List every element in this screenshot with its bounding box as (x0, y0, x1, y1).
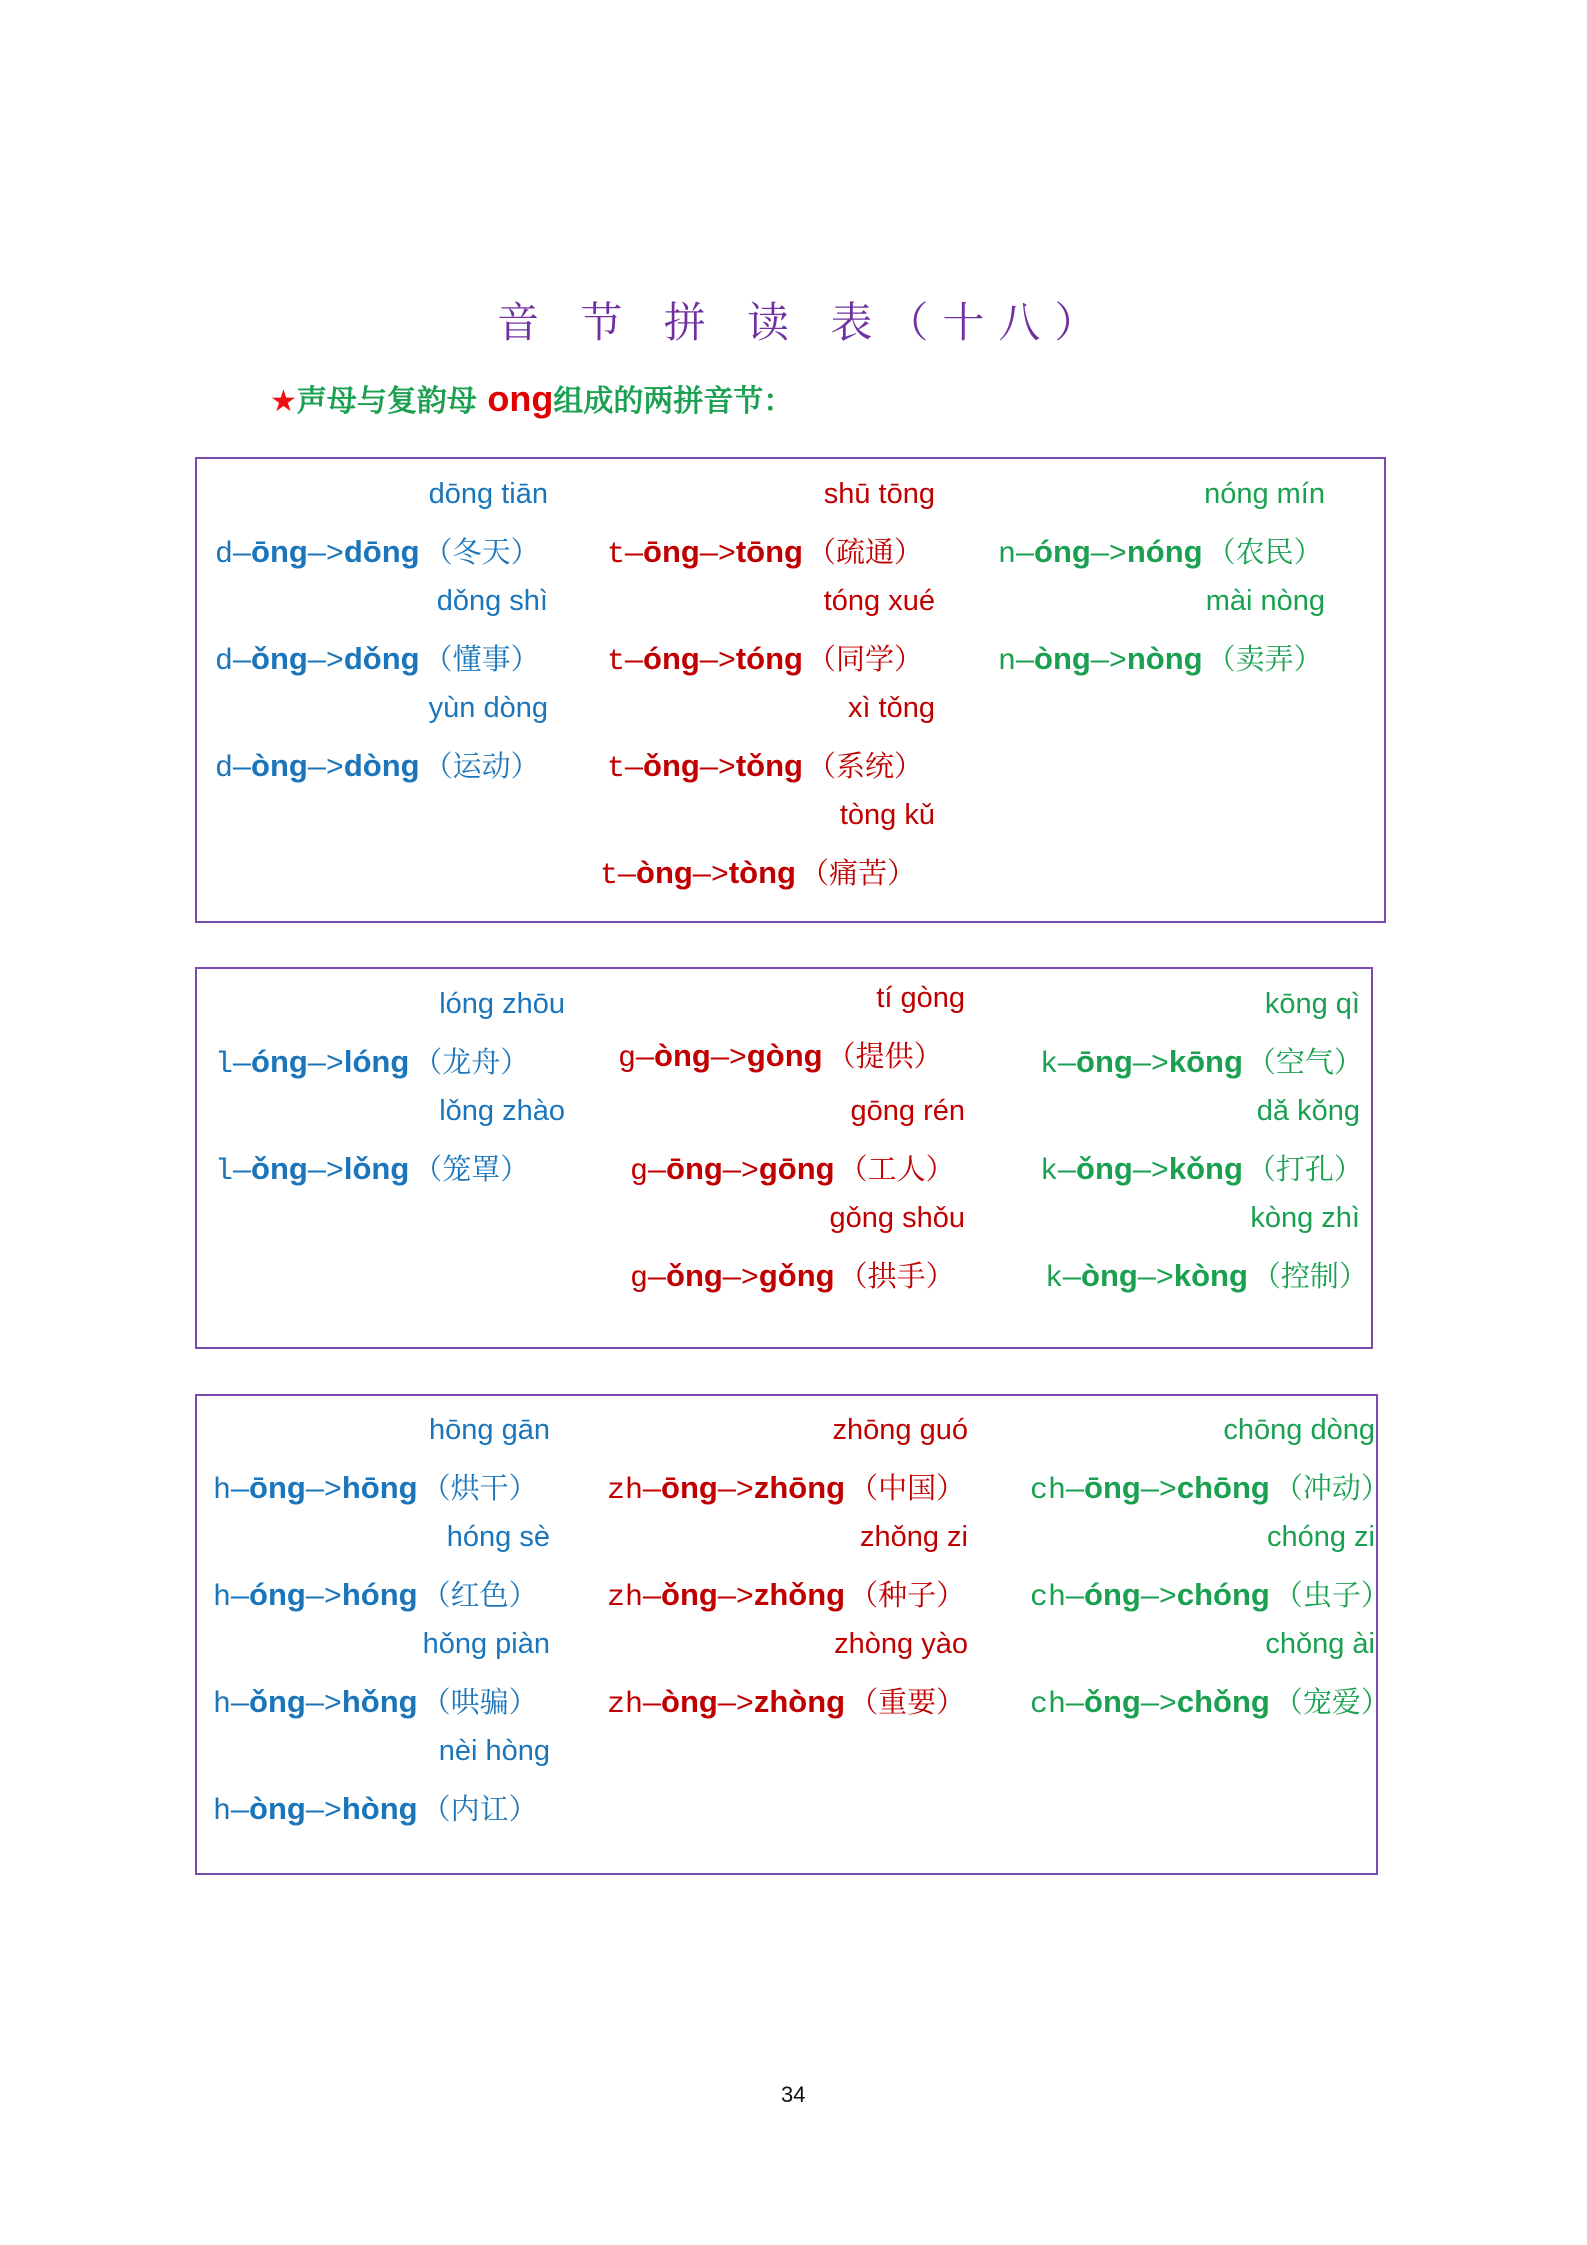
dash: — (233, 1155, 252, 1189)
final-ong: ōng (1076, 1044, 1133, 1079)
initial-letter: d (215, 538, 234, 572)
final-ong: òng (1081, 1258, 1138, 1293)
pinyin-reading: chōng dòng (1223, 1414, 1375, 1446)
chinese-word: （红色） (421, 1578, 538, 1612)
pinyin-reading: lǒng zhào (439, 1095, 565, 1127)
initial-letter: g (630, 1262, 649, 1296)
initial-letter: ch (1030, 1474, 1067, 1508)
syllable: hōng (341, 1470, 418, 1505)
dash: — (648, 1262, 667, 1296)
syllable: chōng (1176, 1470, 1270, 1505)
initial-letter: h (213, 1474, 232, 1508)
pinyin-reading: nóng mín (1204, 478, 1325, 510)
pinyin-reading: dǎ kǒng (1256, 1095, 1360, 1127)
spelling-row (1030, 1680, 1390, 1722)
spelling-row (213, 1680, 538, 1722)
section-heading (270, 376, 793, 420)
final-ong: ǒng (1076, 1151, 1133, 1186)
chinese-word: （宠爱） (1273, 1685, 1390, 1719)
dash: — (233, 538, 252, 572)
dash: — (233, 645, 252, 679)
arrow: —> (1132, 1048, 1169, 1082)
initial-letter: h (213, 1795, 232, 1829)
page-title: 音 节 拼 读 表（十八） (497, 298, 1111, 347)
chinese-word: （中国） (849, 1471, 966, 1505)
chinese-word: （疏通） (807, 535, 924, 569)
heading-suffix: 组成的两拼音节： (553, 384, 794, 419)
dash: — (648, 1155, 667, 1189)
chinese-word: （提供） (826, 1039, 943, 1073)
chinese-word: （内讧） (421, 1792, 538, 1826)
spelling-row (1030, 1466, 1390, 1508)
arrow: —> (305, 1688, 342, 1722)
final-ong: òng (636, 855, 693, 890)
arrow: —> (305, 1795, 342, 1829)
syllable: tōng (735, 534, 803, 569)
initial-letter: h (213, 1688, 232, 1722)
initial-letter: k (1045, 1262, 1064, 1296)
final-ong: óng (249, 1577, 306, 1612)
final-ong: ǒng (251, 641, 308, 676)
pinyin-reading: mài nòng (1205, 585, 1325, 617)
final-ong: ōng (643, 534, 700, 569)
syllable: hóng (341, 1577, 418, 1612)
arrow: —> (717, 1688, 754, 1722)
pinyin-reading: hóng sè (446, 1521, 550, 1553)
initial-letter: d (215, 645, 234, 679)
syllable: chǒng (1176, 1684, 1270, 1719)
pinyin-reading: tòng kǔ (839, 799, 935, 831)
spelling-row (630, 1147, 955, 1189)
syllable: zhǒng (753, 1577, 846, 1612)
syllable: zhōng (753, 1470, 846, 1505)
chinese-word: （龙舟） (413, 1045, 530, 1079)
dash: — (643, 1581, 662, 1615)
spelling-row (618, 1034, 943, 1076)
spelling-row (600, 851, 916, 893)
arrow: —> (305, 1474, 342, 1508)
final-ong: ōng (1084, 1470, 1141, 1505)
chinese-word: （冬天） (423, 535, 540, 569)
dash: — (231, 1474, 250, 1508)
pinyin-reading: zhōng guó (832, 1414, 968, 1446)
syllable: lóng (343, 1044, 410, 1079)
chinese-word: （空气） (1246, 1045, 1363, 1079)
final-ong: òng (654, 1038, 711, 1073)
chinese-word: （卖弄） (1206, 642, 1323, 676)
spelling-row (998, 637, 1323, 679)
arrow: —> (305, 1581, 342, 1615)
pinyin-reading: zhòng yào (834, 1628, 968, 1660)
chinese-word: （系统） (807, 749, 924, 783)
chinese-word: （冲动） (1273, 1471, 1390, 1505)
dash: — (625, 538, 644, 572)
arrow: —> (1137, 1262, 1174, 1296)
arrow: —> (692, 859, 729, 893)
syllable: kòng (1173, 1258, 1248, 1293)
spelling-row (213, 1466, 538, 1508)
initial-letter: n (998, 645, 1017, 679)
arrow: —> (1132, 1155, 1169, 1189)
pinyin-reading: dōng tiān (428, 478, 548, 510)
syllable: zhòng (753, 1684, 846, 1719)
arrow: —> (722, 1262, 759, 1296)
dash: — (625, 645, 644, 679)
spelling-row (215, 530, 540, 572)
initial-letter: g (630, 1155, 649, 1189)
syllable: dōng (343, 534, 420, 569)
pinyin-reading: hǒng piàn (422, 1628, 550, 1660)
chinese-word: （同学） (807, 642, 924, 676)
dash: — (1066, 1688, 1085, 1722)
dash: — (233, 1048, 252, 1082)
spelling-row (215, 1040, 529, 1082)
initial-letter: n (998, 538, 1017, 572)
final-ong: ǒng (666, 1258, 723, 1293)
arrow: —> (307, 645, 344, 679)
arrow: —> (1140, 1688, 1177, 1722)
dash: — (1016, 538, 1035, 572)
initial-letter: l (215, 1155, 234, 1189)
dash: — (1063, 1262, 1082, 1296)
initial-letter: t (607, 752, 626, 786)
pinyin-reading: chóng zi (1266, 1521, 1375, 1553)
spelling-row (213, 1787, 538, 1829)
spelling-row (607, 744, 923, 786)
final-ong: ǒng (643, 748, 700, 783)
spelling-row (1040, 1147, 1363, 1189)
initial-letter: t (607, 645, 626, 679)
final-ong: ōng (661, 1470, 718, 1505)
chinese-word: （痛苦） (800, 856, 917, 890)
heading-prefix: 声母与复韵母 (296, 384, 488, 419)
pinyin-reading: dǒng shì (436, 585, 548, 617)
chinese-word: （控制） (1251, 1259, 1368, 1293)
initial-letter: d (215, 752, 234, 786)
final-ong: ōng (666, 1151, 723, 1186)
syllable: lǒng (343, 1151, 410, 1186)
pinyin-reading: tóng xué (823, 585, 935, 617)
spelling-row (1030, 1573, 1390, 1615)
final-ong: ǒng (249, 1684, 306, 1719)
dash: — (231, 1581, 250, 1615)
syllable: dòng (343, 748, 420, 783)
chinese-word: （运动） (423, 749, 540, 783)
final-ong: òng (249, 1791, 306, 1826)
initial-letter: ch (1030, 1581, 1067, 1615)
initial-letter: k (1040, 1048, 1059, 1082)
arrow: —> (699, 538, 736, 572)
chinese-word: （农民） (1206, 535, 1323, 569)
dash: — (1058, 1155, 1077, 1189)
dash: — (625, 752, 644, 786)
spelling-row (630, 1254, 955, 1296)
final-ong: ōng (251, 534, 308, 569)
spelling-row (607, 1466, 965, 1508)
syllable: tǒng (735, 748, 803, 783)
dash: — (231, 1688, 250, 1722)
final-ong: òng (661, 1684, 718, 1719)
chinese-word: （懂事） (423, 642, 540, 676)
syllable: dǒng (343, 641, 420, 676)
page-number: 34 (781, 2082, 806, 2107)
syllable: gòng (746, 1038, 823, 1073)
pinyin-reading: xì tǒng (847, 692, 935, 724)
final-ong: óng (643, 641, 700, 676)
chinese-word: （哄骗） (421, 1685, 538, 1719)
arrow: —> (1090, 538, 1127, 572)
dash: — (636, 1042, 655, 1076)
syllable: gōng (758, 1151, 835, 1186)
spelling-row (215, 1147, 529, 1189)
pinyin-reading: gǒng shǒu (829, 1202, 965, 1234)
final-ong: óng (1034, 534, 1091, 569)
pinyin-reading: chǒng ài (1265, 1628, 1375, 1660)
arrow: —> (1090, 645, 1127, 679)
dash: — (231, 1795, 250, 1829)
arrow: —> (1140, 1581, 1177, 1615)
initial-letter: ch (1030, 1688, 1067, 1722)
dash: — (1066, 1474, 1085, 1508)
pinyin-reading: lóng zhōu (439, 988, 565, 1020)
spelling-row (215, 637, 540, 679)
final-ong: ǒng (661, 1577, 718, 1612)
pinyin-reading: kòng zhì (1250, 1202, 1360, 1234)
pinyin-reading: zhǒng zi (859, 1521, 968, 1553)
spelling-row (215, 744, 540, 786)
syllable: gǒng (758, 1258, 835, 1293)
pinyin-reading: tí gòng (876, 982, 965, 1014)
spelling-row (1040, 1040, 1363, 1082)
arrow: —> (717, 1474, 754, 1508)
star-icon: ★ (270, 384, 297, 419)
pinyin-reading: gōng rén (850, 1095, 965, 1127)
spelling-row (607, 637, 923, 679)
final-ong: ōng (249, 1470, 306, 1505)
initial-letter: zh (607, 1688, 644, 1722)
pinyin-reading: kōng qì (1264, 988, 1360, 1020)
arrow: —> (1140, 1474, 1177, 1508)
spelling-row (998, 530, 1323, 572)
arrow: —> (699, 752, 736, 786)
chinese-word: （工人） (838, 1152, 955, 1186)
arrow: —> (307, 1155, 344, 1189)
initial-letter: t (607, 538, 626, 572)
pinyin-reading: hōng gān (429, 1414, 550, 1446)
pinyin-reading: nèi hòng (438, 1735, 550, 1767)
initial-letter: g (618, 1042, 637, 1076)
arrow: —> (717, 1581, 754, 1615)
final-ong: óng (251, 1044, 308, 1079)
pinyin-reading: yùn dòng (428, 692, 548, 724)
syllable: nóng (1126, 534, 1203, 569)
initial-letter: k (1040, 1155, 1059, 1189)
initial-letter: l (215, 1048, 234, 1082)
arrow: —> (307, 752, 344, 786)
chinese-word: （打孔） (1246, 1152, 1363, 1186)
initial-letter: t (600, 859, 619, 893)
initial-letter: h (213, 1581, 232, 1615)
dash: — (1058, 1048, 1077, 1082)
arrow: —> (307, 1048, 344, 1082)
chinese-word: （笼罩） (413, 1152, 530, 1186)
arrow: —> (307, 538, 344, 572)
dash: — (1066, 1581, 1085, 1615)
heading-highlight: ong (487, 378, 554, 419)
final-ong: ǒng (1084, 1684, 1141, 1719)
dash: — (643, 1688, 662, 1722)
final-ong: óng (1084, 1577, 1141, 1612)
chinese-word: （拱手） (838, 1259, 955, 1293)
initial-letter: zh (607, 1581, 644, 1615)
chinese-word: （烘干） (421, 1471, 538, 1505)
chinese-word: （虫子） (1273, 1578, 1390, 1612)
syllable: chóng (1176, 1577, 1270, 1612)
spelling-row (607, 1573, 965, 1615)
syllable: tóng (735, 641, 803, 676)
syllable: tòng (728, 855, 796, 890)
chinese-word: （种子） (849, 1578, 966, 1612)
chinese-word: （重要） (849, 1685, 966, 1719)
syllable: kǒng (1168, 1151, 1243, 1186)
initial-letter: zh (607, 1474, 644, 1508)
syllable: hòng (341, 1791, 418, 1826)
spelling-row (1045, 1254, 1368, 1296)
dash: — (643, 1474, 662, 1508)
dash: — (233, 752, 252, 786)
final-ong: ǒng (251, 1151, 308, 1186)
arrow: —> (710, 1042, 747, 1076)
arrow: —> (722, 1155, 759, 1189)
syllable: kōng (1168, 1044, 1243, 1079)
arrow: —> (699, 645, 736, 679)
syllable: nòng (1126, 641, 1203, 676)
dash: — (618, 859, 637, 893)
dash: — (1016, 645, 1035, 679)
spelling-row (607, 530, 923, 572)
final-ong: òng (251, 748, 308, 783)
final-ong: òng (1034, 641, 1091, 676)
syllable: hǒng (341, 1684, 418, 1719)
pinyin-reading: shū tōng (823, 478, 935, 510)
spelling-row (213, 1573, 538, 1615)
spelling-row (607, 1680, 965, 1722)
